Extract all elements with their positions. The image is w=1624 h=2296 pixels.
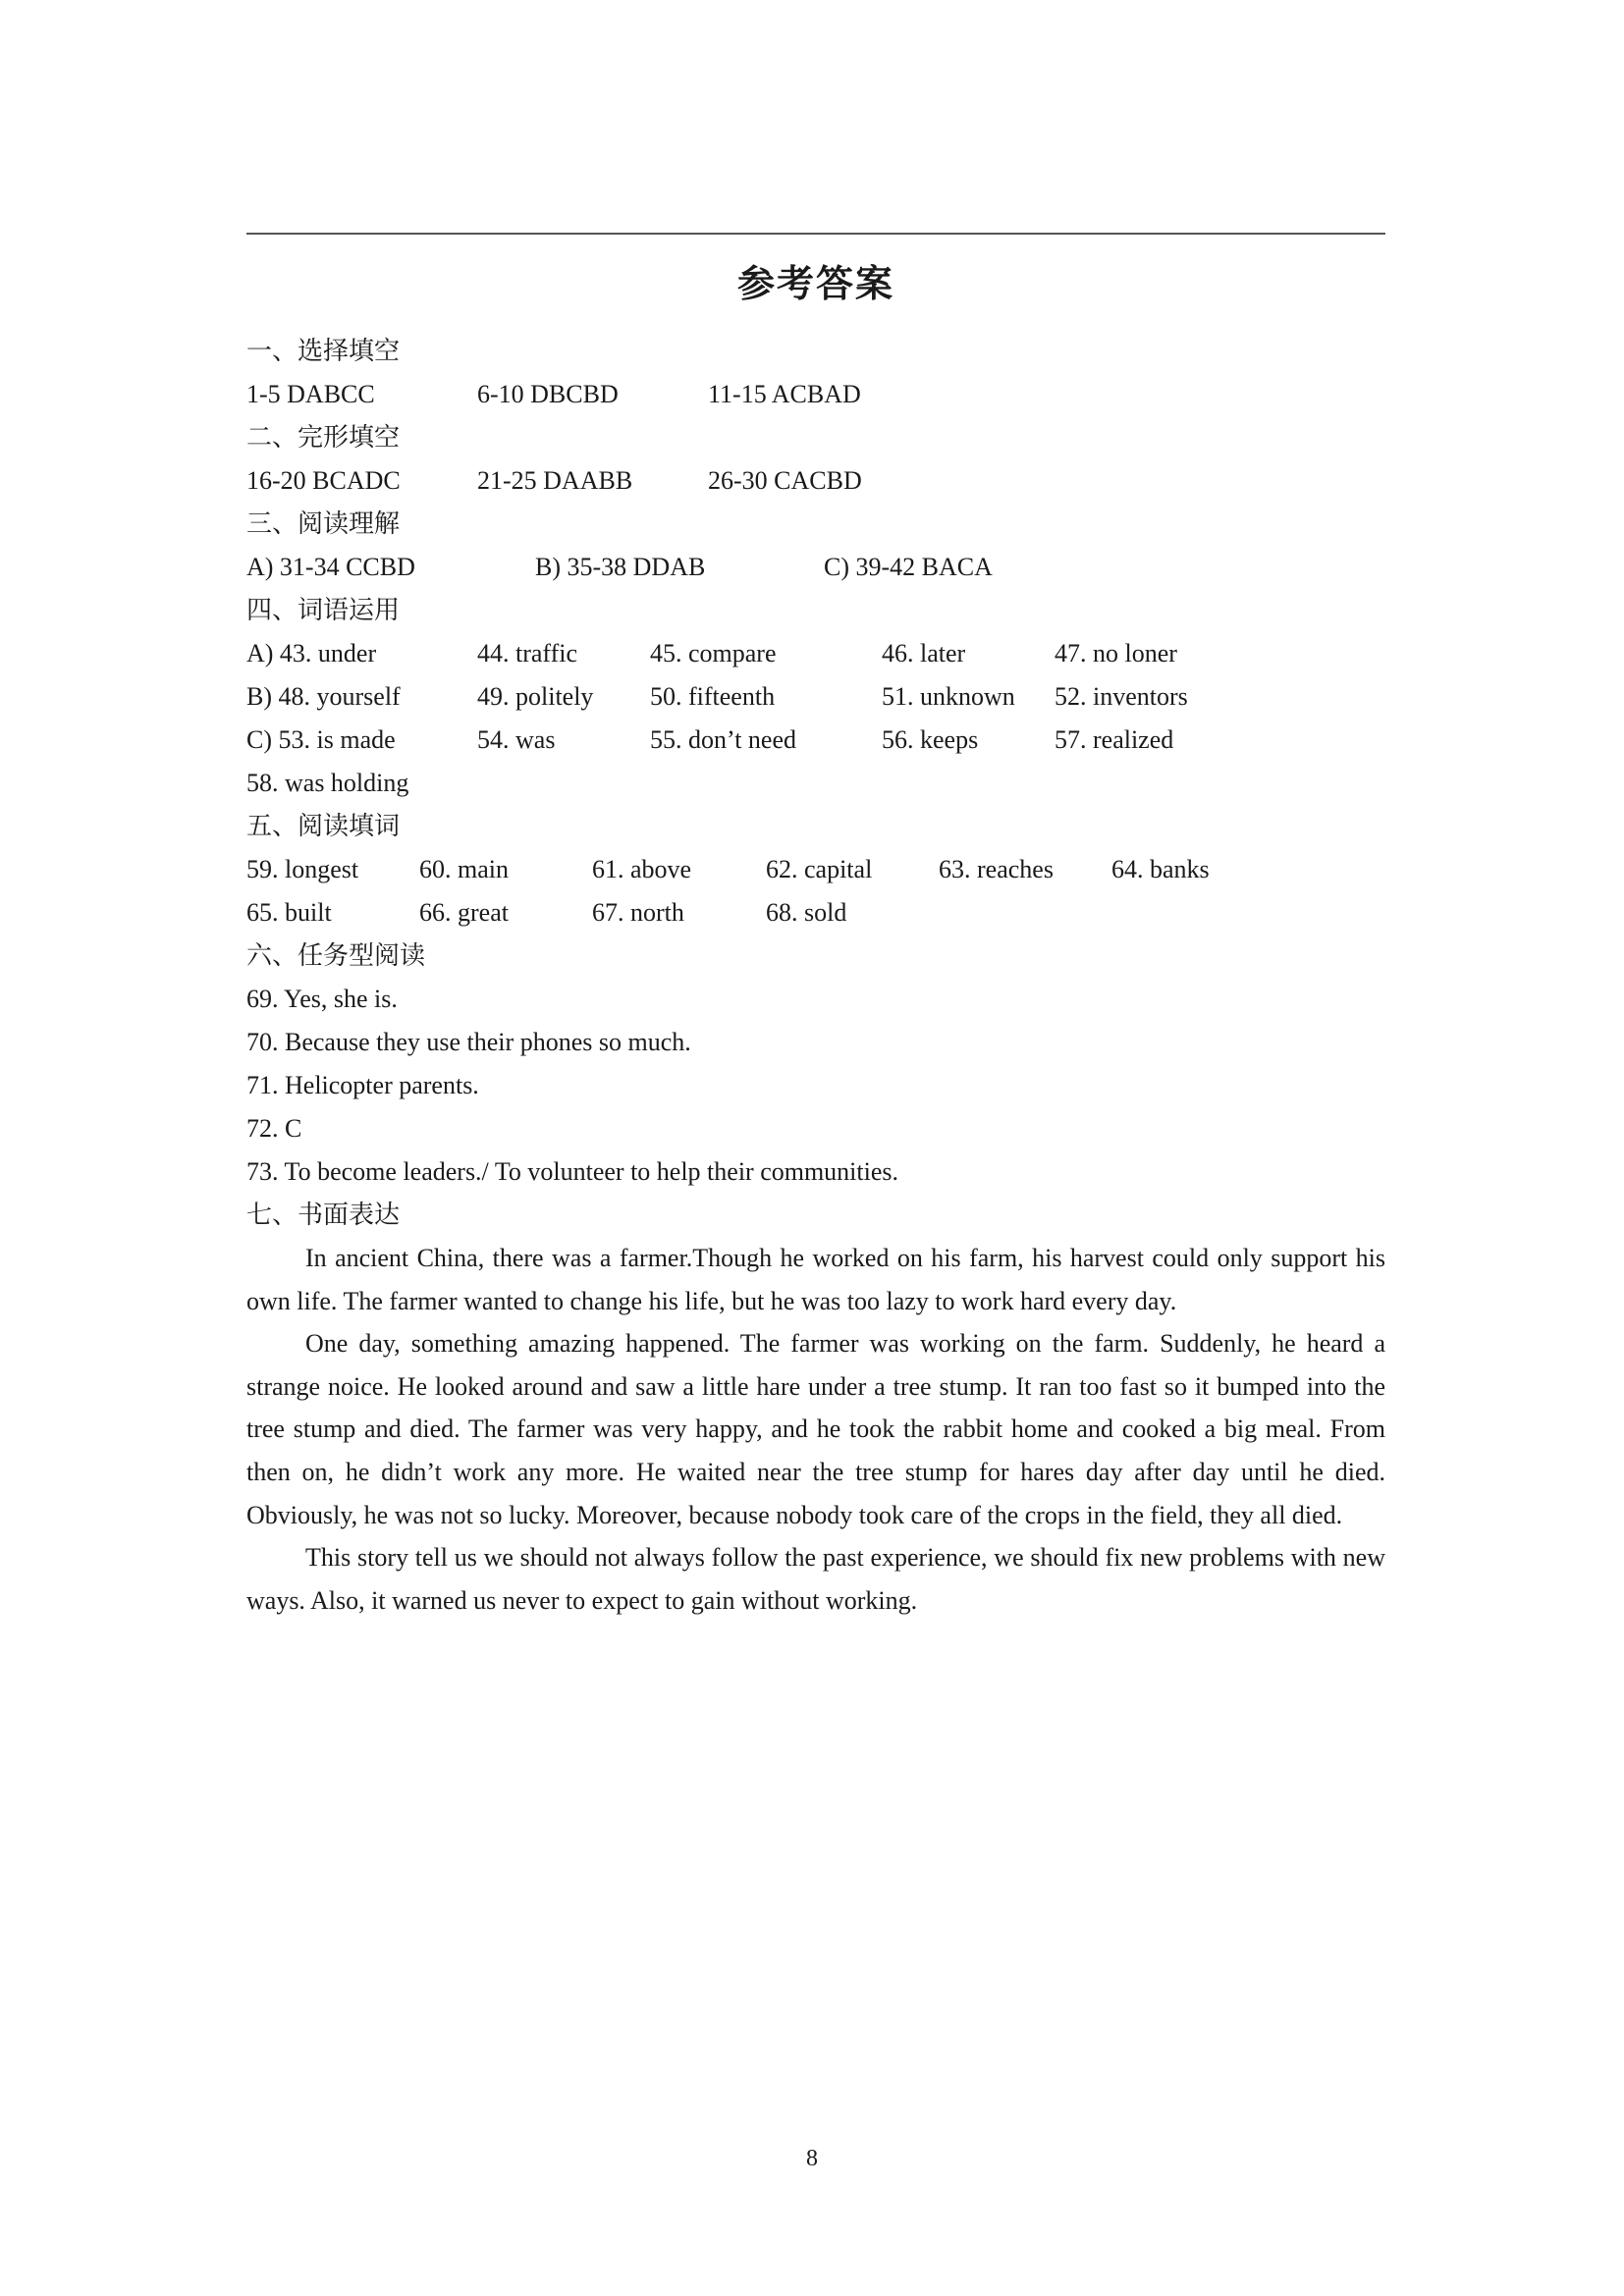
answer-cell: 58. was holding — [246, 769, 409, 797]
page-number: 8 — [806, 2146, 818, 2171]
answer-cell: 45. compare — [650, 639, 777, 667]
answer-cell: 50. fifteenth — [650, 682, 776, 711]
answer-cell: 26-30 CACBD — [708, 466, 862, 495]
answer-cell: 62. capital — [766, 855, 873, 883]
answer-cell: C) 39-42 BACA — [824, 553, 993, 581]
answer-row — [246, 891, 1385, 934]
answer-cell: 47. no loner — [1055, 639, 1177, 667]
answer-cell: 6-10 DBCBD — [477, 380, 619, 408]
answer-cell: 54. was — [477, 725, 556, 754]
essay-paragraph: In ancient China, there was a farmer.Though he worked on his farm, his harvest could only support his own life. The farmer wanted to change his life, but he was too lazy to work hard every day. — [246, 1244, 1385, 1315]
answer-cell: A) 31-34 CCBD — [246, 553, 415, 581]
section-heading-1: 一、选择填空 — [246, 337, 401, 366]
answer-cell: 56. keeps — [882, 725, 979, 754]
answer-cell: 11-15 ACBAD — [708, 380, 861, 408]
answer-cell: 64. banks — [1111, 855, 1210, 883]
essay-paragraph: This story tell us we should not always follow the past experience, we should fix new problems with new ways. Also, it warned us never to expect to gain without working. — [246, 1543, 1385, 1615]
section-heading-6: 六、任务型阅读 — [246, 941, 426, 971]
answer-cell: 1-5 DABCC — [246, 380, 375, 408]
answer-cell: 63. reaches — [939, 855, 1054, 883]
answer-line: 70. Because they use their phones so much. — [246, 1028, 691, 1056]
answer-cell: 59. longest — [246, 855, 359, 883]
answer-cell: 52. inventors — [1055, 682, 1188, 711]
answer-row — [246, 459, 1385, 503]
answer-row — [246, 675, 1385, 719]
answer-cell: 65. built — [246, 898, 332, 927]
answer-cell: 49. politely — [477, 682, 594, 711]
answer-cell: B) 48. yourself — [246, 682, 401, 711]
answer-cell: 55. don’t need — [650, 725, 796, 754]
answer-cell: 44. traffic — [477, 639, 578, 667]
answer-cell: 67. north — [592, 898, 684, 927]
answer-cell: 66. great — [419, 898, 509, 927]
header-rule — [246, 233, 1385, 235]
answer-cell: 57. realized — [1055, 725, 1174, 754]
answer-cell: 61. above — [592, 855, 692, 883]
answer-cell: 60. main — [419, 855, 509, 883]
answer-content — [246, 330, 1385, 1622]
answer-cell: 46. later — [882, 639, 966, 667]
answer-row — [246, 848, 1385, 891]
page-title: 参考答案 — [736, 262, 894, 305]
answer-cell: 51. unknown — [882, 682, 1015, 711]
answer-cell: 16-20 BCADC — [246, 466, 401, 495]
answer-line: 72. C — [246, 1114, 302, 1143]
section-heading-7: 七、书面表达 — [246, 1201, 401, 1230]
answer-cell: A) 43. under — [246, 639, 377, 667]
answer-row — [246, 719, 1385, 762]
answer-line: 71. Helicopter parents. — [246, 1071, 479, 1099]
answer-cell: B) 35-38 DDAB — [535, 553, 706, 581]
section-heading-4: 四、词语运用 — [246, 596, 401, 625]
answer-cell: 68. sold — [766, 898, 847, 927]
answer-line: 69. Yes, she is. — [246, 985, 398, 1013]
answer-row — [246, 546, 1385, 589]
essay-paragraph: One day, something amazing happened. The farmer was working on the farm. Suddenly, he heard a strange noice. He looked around and saw a little hare under a tree stump. It ran too fast so it bumped into the tree stump and died. The farmer was very happy, and he took the rabbit home and cooked a big meal. From then on, he didn’t work any more. He waited near the tree stump for hares day after day until he died. Obviously, he was not so lucky. Moreover, because nobody took care of the crops in the field, they all died. — [246, 1329, 1385, 1529]
answer-row — [246, 373, 1385, 416]
section-heading-3: 三、阅读理解 — [246, 509, 401, 539]
answer-cell: C) 53. is made — [246, 725, 396, 754]
answer-cell: 21-25 DAABB — [477, 466, 633, 495]
section-heading-2: 二、完形填空 — [246, 423, 401, 453]
answer-row — [246, 762, 1385, 805]
section-heading-5: 五、阅读填词 — [246, 812, 401, 841]
answer-line: 73. To become leaders./ To volunteer to help their communities. — [246, 1157, 899, 1186]
answer-row — [246, 632, 1385, 675]
